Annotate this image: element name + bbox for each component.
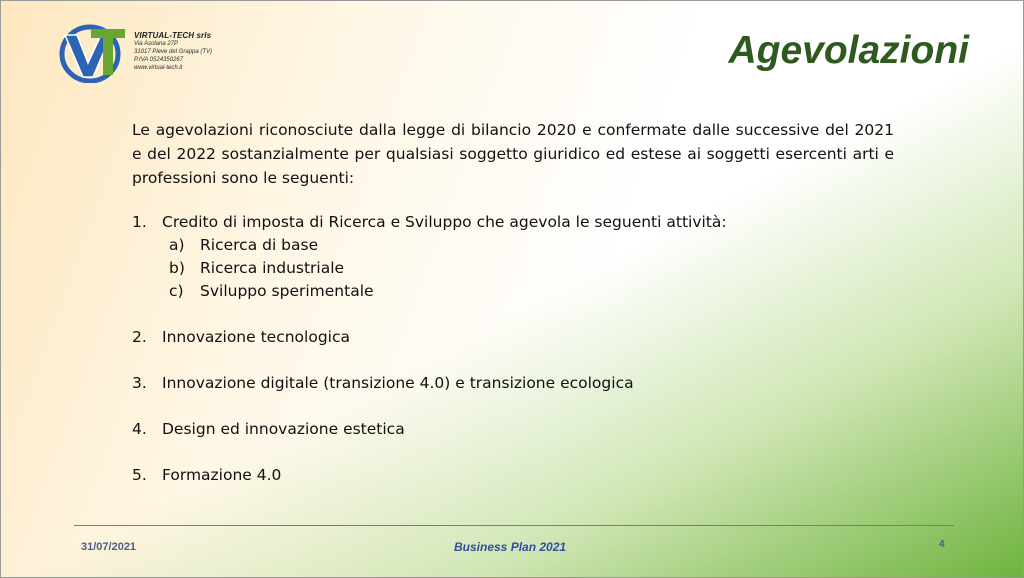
list-item-number: 3. [132,374,147,392]
slide-content [132,118,894,487]
slide-number: 4 [939,539,945,550]
company-address-line: Via Asolana 27P [134,41,179,47]
list-item-text: Innovazione tecnologica [162,328,350,346]
sub-list-text: Ricerca di base [200,236,319,254]
list-item-number: 2. [132,328,147,346]
slide-title: Agevolazioni [728,29,969,72]
sub-list-text: Sviluppo sperimentale [200,282,374,300]
list-item-text: Innovazione digitale (transizione 4.0) e transizione ecologica [162,374,634,392]
sub-list-letter: b) [169,259,185,277]
sub-list-item [169,257,894,280]
sub-list-item [169,280,894,303]
company-name: VIRTUAL-TECH srls [134,31,212,40]
sub-list-text: Ricerca industriale [200,259,345,277]
list-item-text: Credito di imposta di Ricerca e Sviluppo che agevola le seguenti attività: [162,213,727,231]
sub-list-letter: c) [169,282,184,300]
list-item [132,210,894,234]
list-item-text: Formazione 4.0 [162,466,282,484]
company-website: www.virtual-tech.it [134,65,183,71]
list-item-text: Design ed innovazione estetica [162,420,405,438]
company-info [134,31,212,72]
footer-divider [74,525,954,526]
list-item [132,325,894,349]
list-item [132,371,894,395]
footer-title: Business Plan 2021 [454,540,567,554]
virtual-tech-logo-icon [57,21,127,83]
list-item [132,417,894,441]
intro-paragraph: Le agevolazioni riconosciute dalla legge di bilancio 2020 e confermate dalle successive del 2021 e del 2022 sostanzialmente per qualsiasi soggetto giuridico ed estese ai soggetti esercenti arti e professioni sono le seguenti: [132,121,894,187]
footer-date: 31/07/2021 [81,541,137,553]
sub-list-letter: a) [169,236,185,254]
sub-list-item [169,234,894,257]
company-address-line: 31017 Pieve del Grappa (TV) [134,49,213,55]
list-item-number: 4. [132,420,147,438]
list-item-number: 1. [132,213,147,231]
list-item [132,463,894,487]
company-vat: P.IVA 0524350267 [134,57,184,63]
list-item-number: 5. [132,466,147,484]
